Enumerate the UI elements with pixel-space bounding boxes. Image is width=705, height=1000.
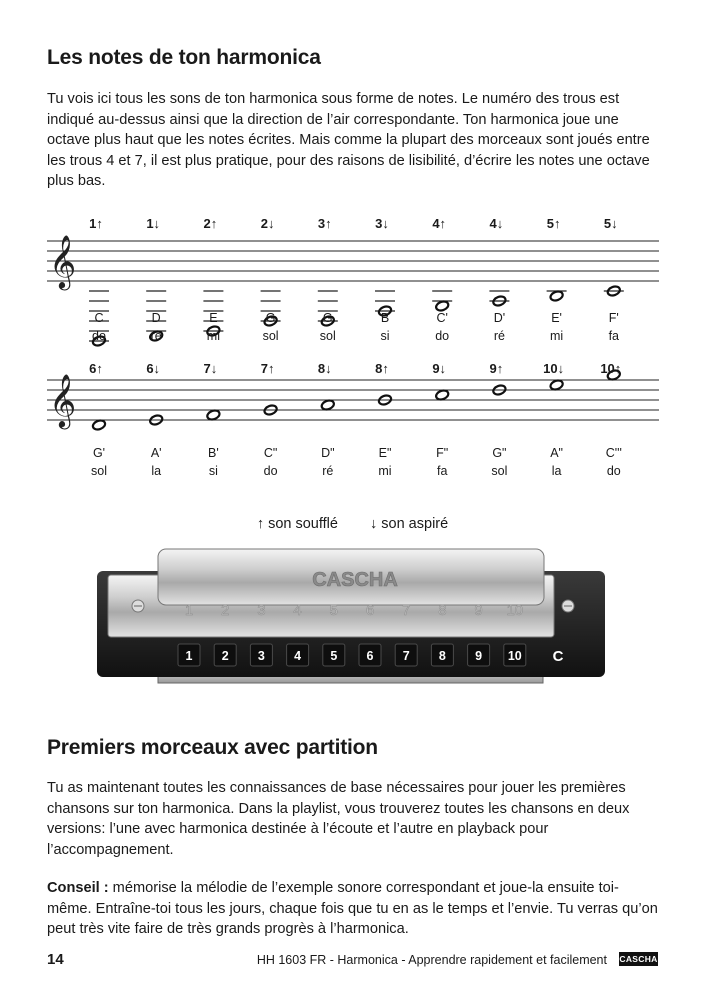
cover-hole-number: 10 — [506, 602, 524, 619]
cover-hole-number: 5 — [329, 602, 338, 619]
solfege-name: si — [380, 329, 390, 343]
first-songs-paragraph: Tu as maintenant toutes les connaissances de base nécessaires pour jouer les premières chansons sur ton harmonica. Dans la playlist, vous trouverez toutes les chansons en deux versions: l’une avec harmonica destinée à l’écoute et l’autre en playback pour l’accompagnement. — [47, 780, 630, 858]
note-head — [435, 389, 450, 401]
hole-label: 1↑ — [89, 216, 103, 231]
hole-number: 10 — [507, 649, 522, 663]
hole-number: 5 — [330, 649, 338, 663]
hole-label: 5↓ — [603, 216, 618, 231]
cover-hole-number: 7 — [402, 602, 411, 619]
note-name: G — [322, 311, 333, 325]
footer-logo: CASCHA — [619, 954, 658, 964]
cover-hole-number: 8 — [438, 602, 447, 619]
note-name: G" — [492, 446, 507, 460]
hole-label: 2↑ — [203, 216, 218, 231]
note-name: A' — [150, 446, 162, 460]
hole-number: 3 — [257, 649, 265, 663]
note-name: F" — [436, 446, 449, 460]
tip-text: mémorise la mélodie de l’exemple sonore correspondant et joue-la ensuite toi-même. Entraîne-toi tous les jours, chaque fois que tu en as le temps et l’envie. Tu verras qu’on peut très vite faire de très grands progrès à l’harmonica. — [47, 880, 658, 937]
solfege-name: sol — [491, 464, 508, 478]
solfege-name: si — [208, 464, 218, 478]
cover-hole-number: 2 — [221, 602, 230, 619]
note-name: D — [151, 311, 161, 325]
note-head — [549, 290, 564, 302]
hole-number: 7 — [402, 649, 410, 663]
cover-hole-number: 6 — [365, 602, 375, 619]
intro-paragraph: Tu vois ici tous les sons de ton harmonica sous forme de notes. Le numéro des trous est indiqué au-dessus ainsi que la direction de l’air correspondante. Ton harmonica joue une octave plus haut que les notes écrites. Mais comme la plupart des morceaux sont joués entre les trous 4 et 7, il est plus pratique, pour des raisons de lisibilité, d’écrire les notes une octave plus bas. — [47, 91, 650, 189]
hole-label: 2↓ — [260, 216, 275, 231]
note-name: G — [265, 311, 276, 325]
hole-label: 4↓ — [489, 216, 504, 231]
hole-label: 6↑ — [89, 361, 103, 376]
hole-label: 6↓ — [146, 361, 161, 376]
cover-hole-number: 1 — [184, 602, 194, 619]
note-name: B' — [208, 446, 219, 460]
note-name: E" — [378, 446, 392, 460]
hole-label: 9↓ — [432, 361, 447, 376]
tip-label: Conseil : — [47, 880, 109, 896]
tip-paragraph — [47, 878, 662, 940]
note-head — [320, 399, 335, 411]
harmonica-brand: CASCHA — [312, 569, 398, 591]
treble-clef-icon: 𝄞 — [49, 235, 77, 287]
note-name: C' — [436, 311, 448, 325]
solfege-name: fa — [608, 329, 620, 343]
hole-label: 5↑ — [546, 216, 561, 231]
legend-blow: ↑ son soufflé — [256, 516, 338, 532]
hole-label: 10↑ — [600, 361, 622, 376]
hole-label: 3↑ — [317, 216, 332, 231]
section-title-first-songs: Premiers morceaux avec partition — [47, 736, 378, 759]
hole-label: 7↓ — [203, 361, 218, 376]
note-name: D' — [493, 311, 506, 325]
cover-hole-number: 3 — [257, 602, 266, 619]
solfege-name: do — [263, 464, 278, 478]
solfege-name: do — [92, 329, 106, 343]
footer-text: HH 1603 FR - Harmonica - Apprendre rapidement et facilement — [256, 953, 607, 967]
harmonica-key: C — [552, 648, 564, 665]
note-head — [92, 419, 107, 431]
hole-label: 1↓ — [146, 216, 161, 231]
harmonica-illustration — [0, 545, 705, 690]
hole-number: 1 — [185, 649, 193, 663]
note-name: C" — [263, 446, 278, 460]
note-name: B — [380, 311, 390, 325]
hole-number: 4 — [294, 649, 302, 663]
hole-label: 8↓ — [317, 361, 332, 376]
solfege-name: mi — [378, 464, 392, 478]
note-name: D" — [321, 446, 335, 460]
solfege-name: mi — [206, 329, 221, 343]
note-name: A" — [550, 446, 563, 460]
legend-draw: ↓ son aspiré — [370, 516, 449, 532]
solfege-name: la — [551, 464, 562, 478]
section-title-notes: Les notes de ton harmonica — [47, 46, 321, 69]
hole-label: 7↑ — [260, 361, 275, 376]
hole-number: 2 — [221, 649, 229, 663]
solfege-name: sol — [91, 464, 107, 478]
hole-label: 9↑ — [489, 361, 504, 376]
staff-notation-2 — [47, 357, 667, 482]
note-name: G' — [92, 446, 106, 460]
note-name: E' — [551, 311, 562, 325]
staff-notation-1 — [47, 208, 667, 348]
note-name: C — [94, 311, 104, 325]
solfege-name: mi — [549, 329, 564, 343]
hole-number: 9 — [475, 649, 483, 663]
solfege-name: do — [435, 329, 450, 343]
cover-hole-number: 9 — [474, 602, 483, 619]
solfege-name: do — [606, 464, 621, 478]
solfege-name: sol — [262, 329, 279, 343]
hole-label: 8↑ — [375, 361, 389, 376]
note-name: C''' — [605, 446, 622, 460]
note-name: F' — [608, 311, 619, 325]
treble-clef-icon: 𝄞 — [49, 374, 77, 426]
solfege-name: fa — [436, 464, 448, 478]
hole-label: 3↓ — [375, 216, 389, 231]
cover-hole-number: 4 — [293, 602, 302, 619]
note-head — [206, 409, 221, 421]
hole-number: 8 — [438, 649, 446, 663]
solfege-name: ré — [150, 329, 162, 343]
hole-label: 4↑ — [432, 216, 447, 231]
solfege-name: ré — [493, 329, 505, 343]
note-name: E — [209, 311, 218, 325]
solfege-name: sol — [319, 329, 336, 343]
air-direction-legend — [0, 516, 705, 532]
hole-label: 10↓ — [543, 361, 565, 376]
solfege-name: la — [151, 464, 162, 478]
hole-number: 6 — [366, 649, 374, 663]
page-number: 14 — [47, 951, 64, 968]
note-head — [549, 379, 564, 391]
solfege-name: ré — [322, 464, 334, 478]
